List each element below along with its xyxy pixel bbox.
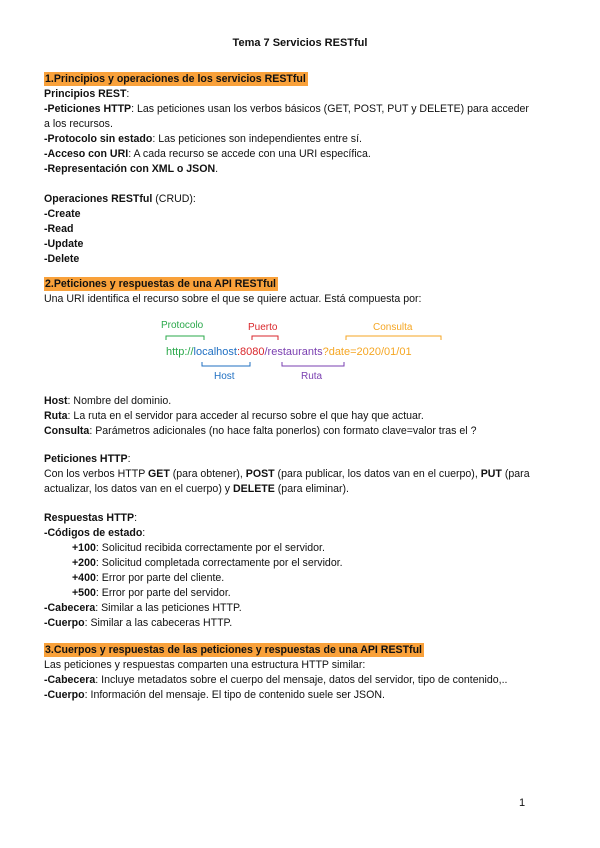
- body-content-term: -Cuerpo: [44, 689, 85, 701]
- def-term: Host: [44, 395, 68, 407]
- section-2-heading: 2.Peticiones y respuestas de una API RESTful: [45, 278, 276, 290]
- label-host: Host: [214, 371, 235, 382]
- uri-text: [166, 346, 412, 358]
- status-text: : Error por parte del cliente.: [95, 572, 225, 584]
- principle-text: .: [215, 163, 219, 175]
- principle-term: -Representación con XML o JSON: [44, 163, 216, 175]
- body-header-term: -Cabecera: [44, 674, 96, 686]
- requests-section: Peticiones HTTP: Con los verbos HTTP GET (para obtener), POST (para publicar, los datos van en el cuerpo), PUT (para actualizar, los datos van en el cuerpo) y DELETE (para eliminar).: [44, 452, 559, 497]
- principle-term: -Acceso con URI: [44, 148, 129, 160]
- operation-item: -Update: [44, 238, 84, 250]
- status-code: +400: [72, 572, 96, 584]
- response-header-term: -Cabecera: [44, 602, 96, 614]
- label-ruta: Ruta: [301, 371, 323, 382]
- section-3-intro: Las peticiones y respuestas comparten una estructura HTTP similar:: [44, 659, 366, 671]
- principle-text: : A cada recurso se accede con una URI específica.: [128, 148, 371, 160]
- operations-title: Operaciones RESTful: [44, 193, 153, 205]
- responses-section: Respuestas HTTP: -Códigos de estado: +100: Solicitud recibida correctamente por el servidor. +200: Solicitud completada correctamente por el servidor. +400: Error por parte del cliente. +500: Error por parte del servidor. -Cabecera: Similar a las peticiones HTTP. -Cuerpo: Similar a las cabeceras HTTP.: [44, 512, 343, 629]
- uri-query: ?date=2020/01/01: [322, 346, 412, 358]
- status-text: : Solicitud completada correctamente por el servidor.: [95, 557, 343, 569]
- brace-puerto: [252, 336, 278, 340]
- section-1: 1.Principios y operaciones de los servicios RESTful Principios REST: -Peticiones HTTP: Las peticiones usan los verbos básicos (GET, POST, PUT y DELETE) para acceder a los recursos. -Protocolo sin estado: Las peticiones son independientes entre sí. -Acceso con URI: A cada recurso se accede con una URI específica. -Representación con XML o JSON. Operaciones RESTful (CRUD): -Create -Read -Update -Delete: [44, 72, 559, 267]
- page-number: 1: [519, 797, 526, 809]
- principle-term: -Protocolo sin estado: [44, 133, 153, 145]
- brace-host: [202, 362, 250, 366]
- label-consulta: Consulta: [373, 322, 413, 333]
- section-1-heading: 1.Principios y operaciones de los servicios RESTful: [45, 73, 306, 85]
- operation-item: -Create: [44, 208, 81, 220]
- section-2: [44, 277, 559, 307]
- def-term: Consulta: [44, 425, 90, 437]
- document-title: Tema 7 Servicios RESTful: [232, 37, 368, 49]
- principle-text: : Las peticiones son independientes entre sí.: [152, 133, 362, 145]
- response-body-term: -Cuerpo: [44, 617, 85, 629]
- brace-consulta: [346, 336, 441, 340]
- codes-title: -Códigos de estado: [44, 527, 143, 539]
- section-2-intro: Una URI identifica el recurso sobre el que se quiere actuar. Está compuesta por:: [44, 293, 422, 305]
- section-3-heading: 3.Cuerpos y respuestas de las peticiones y respuestas de una API RESTful: [45, 644, 422, 656]
- status-text: : Error por parte del servidor.: [95, 587, 231, 599]
- label-protocolo: Protocolo: [161, 320, 204, 331]
- brace-protocolo: [166, 336, 204, 340]
- uri-definitions: [44, 394, 559, 439]
- uri-protocol: http://: [166, 346, 194, 358]
- uri-diagram: [158, 318, 458, 382]
- principle-wrap: a los recursos.: [44, 118, 113, 130]
- requests-line-2: actualizar, los datos van en el cuerpo) y DELETE (para eliminar).: [44, 483, 350, 495]
- responses-title: Respuestas HTTP: [44, 512, 135, 524]
- section-3: 3.Cuerpos y respuestas de las peticiones y respuestas de una API RESTful Las peticiones y respuestas comparten una estructura HTTP similar: -Cabecera: Incluye metadatos sobre el cuerpo del mensaje, datos del servidor, tipo de contenido,.. -Cuerpo: Información del mensaje. El tipo de contenido suele ser JSON.: [44, 643, 559, 703]
- uri-port: :8080: [236, 346, 265, 358]
- principle-term: -Peticiones HTTP: [44, 103, 132, 115]
- status-code: +100: [72, 542, 96, 554]
- def-term: Ruta: [44, 410, 68, 422]
- status-text: : Solicitud recibida correctamente por el servidor.: [95, 542, 325, 554]
- uri-path: /restaurants: [264, 346, 323, 358]
- def-text: : Nombre del dominio.: [67, 395, 172, 407]
- status-code: +200: [72, 557, 96, 569]
- principles-title: Principios REST: [44, 88, 127, 100]
- status-code: +500: [72, 587, 96, 599]
- def-text: : La ruta en el servidor para acceder al recurso sobre el que hay que actuar.: [67, 410, 424, 422]
- uri-host: localhost: [193, 346, 237, 358]
- label-puerto: Puerto: [248, 322, 278, 333]
- brace-ruta: [282, 362, 344, 366]
- def-text: : Parámetros adicionales (no hace falta ponerlos) con formato clave=valor tras el ?: [89, 425, 477, 437]
- principle-text: : Las peticiones usan los verbos básicos (GET, POST, PUT y DELETE) para acceder: [131, 103, 529, 115]
- requests-title: Peticiones HTTP: [44, 453, 128, 465]
- operation-item: -Read: [44, 223, 74, 235]
- operation-item: -Delete: [44, 253, 80, 265]
- requests-line-1: Con los verbos HTTP GET (para obtener), POST (para publicar, los datos van en el cuerpo), PUT (para: [44, 468, 530, 480]
